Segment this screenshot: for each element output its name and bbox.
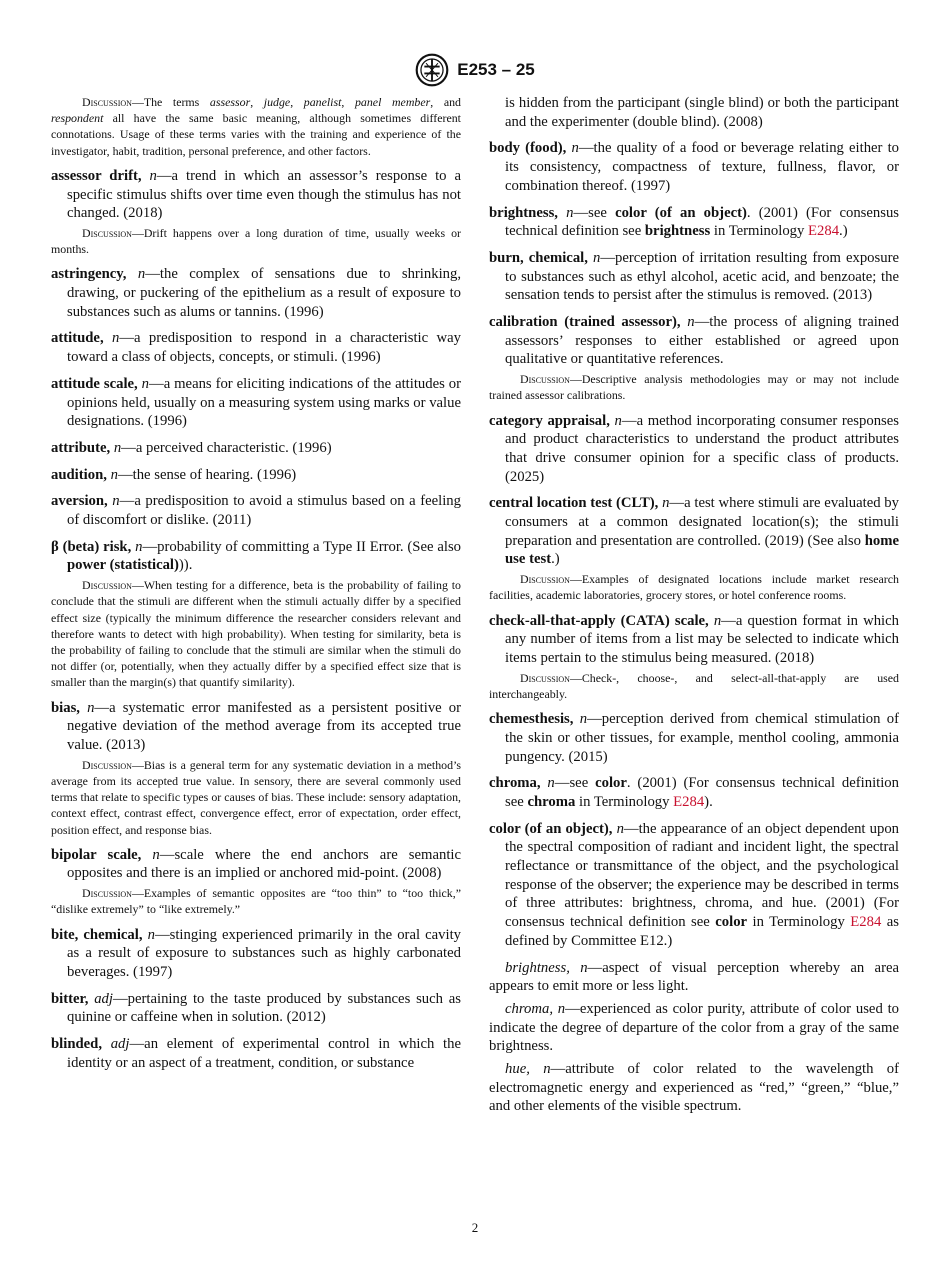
term-entry-bias: bias, n—a systematic error manifested as a persistent positive or negative deviation of the method average from its accepted true value. (2013) [51, 699, 461, 753]
term-entry-assessor-drift: assessor drift, n—a trend in which an assessor’s response to a specific stimulus shifts over time even though the stimulus has not changed. (2018) [51, 167, 462, 222]
standard-designation: E253 – 25 [457, 60, 535, 79]
astm-logo-icon [415, 53, 449, 87]
subterm-hue: hue, n—attribute of color related to the wavelength of electromagnetic energy and experienced as “red,” “green,” “blue,” and other elements of the visible spectrum. [489, 1061, 900, 1115]
term-entry-cata-scale: check-all-that-apply (CATA) scale, n—a question format in which any number of items from a list may be selected to indicate which items pertain to the stimulus being measured. (2018) [489, 612, 899, 666]
page-number: 2 [471, 1220, 479, 1235]
discussion-note: Discussion—Descriptive analysis methodologies may or may not include trained assessor calibrations. [489, 372, 899, 403]
term-entry-aversion: aversion, n—a predisposition to avoid a stimulus based on a feeling of discomfort or dislike. (2011) [51, 493, 461, 529]
term-entry-bitter: bitter, adj—pertaining to the taste produced by substances such as quinine or caffeine when in solution. (2012) [51, 990, 462, 1026]
term-entry-brightness: brightness, n—see color (of an object). (2001) (For consensus technical definition see brightness in Terminology E284.) [489, 204, 900, 240]
term-entry-attitude: attitude, n—a predisposition to respond in a characteristic way toward a class of objects, concepts, or stimuli. (1996) [51, 330, 461, 366]
term-entry-attitude-scale: attitude scale, n—a means for eliciting indications of the attitudes or opinions held, usually on a measuring system using marks or value designations. (1996) [51, 375, 461, 430]
left-column [51, 94, 461, 1080]
term-entry-bite-chemical: bite, chemical, n—stinging experienced primarily in the oral cavity as a result of exposure to substances such as highly carbonated beverages. (1997) [51, 926, 461, 980]
term-entry-chroma: chroma, n—see color. (2001) (For consensus technical definition see chroma in Terminology E284). [489, 775, 899, 810]
term-entry-beta-risk: β (beta) risk, n—probability of committing a Type II Error. (See also power (statistical))). [51, 538, 462, 574]
discussion-note: Discussion—The terms assessor, judge, panelist, panel member, and respondent all have the same basic meaning, although sometimes different connotations. Usage of these terms varies with the training and experience of the investigator, habit, tradition, personal preference, and other factors. [51, 95, 461, 158]
subterm-brightness: brightness, n—aspect of visual perception whereby an area appears to emit more or less light. [489, 959, 900, 995]
subterm-chroma: chroma, n—experienced as color purity, attribute of color used to indicate the degree of departure of the color from a gray of the same brightness. [489, 1000, 900, 1055]
term-entry-chemesthesis: chemesthesis, n—perception derived from chemical stimulation of the skin or other tissues, for example, menthol cooling, ammonia pungency. (2015) [489, 711, 899, 765]
term-entry-calibration: calibration (trained assessor), n—the process of aligning trained assessors’ responses to either established or agreed upon qualitative or quantitative references. [489, 314, 900, 368]
term-entry-central-location-test: central location test (CLT), n—a test where stimuli are evaluated by consumers at a common designated location(s); the stimuli preparation and presentation are controlled. (2019) (See also home use test.) [489, 495, 899, 568]
term-entry-category-appraisal: category appraisal, n—a method incorporating consumer responses and product characteristics to understand the product attributes that drive consumer opinion for a specific class of products. (2025) [489, 412, 899, 485]
term-entry-attribute: attribute, n—a perceived characteristic. (1996) [51, 439, 332, 456]
term-entry-blinded-continued: is hidden from the participant (single blind) or both the participant and the experimenter (double blind). (2008) [505, 95, 899, 130]
reference-link-e284[interactable]: E284 [850, 914, 882, 931]
discussion-note: Discussion—Bias is a general term for any systematic deviation in a method’s average from its accepted true value. In sensory, there are several commonly used terms that relate to specific types or causes of bias. These include: sensory adaptation, context effect, contrast effect, convergence effect, error of expectation, order effect, position effect, and response bias. [51, 757, 461, 837]
term-entry-blinded: blinded, adj—an element of experimental control in which the identity or an aspect of a treatment, condition, or substance [51, 1036, 461, 1071]
discussion-note: Discussion—Examples of semantic opposites are “too thin” to “too thick,” “dislike extremely” to “like extremely.” [51, 886, 461, 917]
page-header [0, 52, 950, 88]
discussion-note: Discussion—Examples of designated locations include market research facilities, academic laboratories, grocery stores, or hotel conference rooms. [489, 572, 899, 603]
discussion-note: Discussion—Drift happens over a long duration of time, usually weeks or months. [51, 225, 461, 257]
term-entry-color-of-an-object: color (of an object), n—the appearance of an object dependent upon the spectral composition of radiant and incident light, the spectral reflectance or transmittance of the object, and the psychological response of the observer; the experience may be described in terms of three attributes: brightness, chroma, and hue. (2001) (For consensus technical definition see color in Terminology E284 as defined by Committee E12.) [489, 820, 900, 949]
discussion-note: Discussion—When testing for a difference, beta is the probability of failing to conclude that the stimuli are different when the stimuli actually differ by a specified effect size (typically the minimum difference the researcher considers relevant and therefore wants to detect with high probability). When testing for similarity, beta is the probability of failing to conclude that the stimuli are similar when the stimuli do not differ (or, potentially, when they actually differ by a specified effect size that is smaller than the margin(s) that quantify similarity). [51, 578, 461, 690]
term-entry-astringency: astringency, n—the complex of sensations due to shrinking, drawing, or puckering of the epithelium as a result of exposure to substances such as alums or tannins. (1996) [51, 266, 462, 320]
term-entry-bipolar-scale: bipolar scale, n—scale where the end anchors are semantic opposites and there is an implied or anchored mid-point. (2008) [51, 846, 461, 882]
term-entry-audition: audition, n—the sense of hearing. (1996) [51, 466, 297, 483]
reference-link-e284[interactable]: E284 [673, 793, 705, 810]
discussion-note: Discussion—Check-, choose-, and select-all-that-apply are used interchangeably. [489, 670, 899, 701]
reference-link-e284[interactable]: E284 [808, 223, 840, 240]
term-entry-body-food: body (food), n—the quality of a food or beverage relating either to its consistency, compactness of texture, fullness, flavor, or combination thereof. (1997) [489, 140, 899, 194]
term-entry-burn-chemical: burn, chemical, n—perception of irritation resulting from exposure to substances such as ethyl alcohol, acetic acid, and benzoate; the sensation tends to persist after the stimulus is removed. (2013) [489, 249, 899, 304]
right-column [489, 94, 899, 1120]
